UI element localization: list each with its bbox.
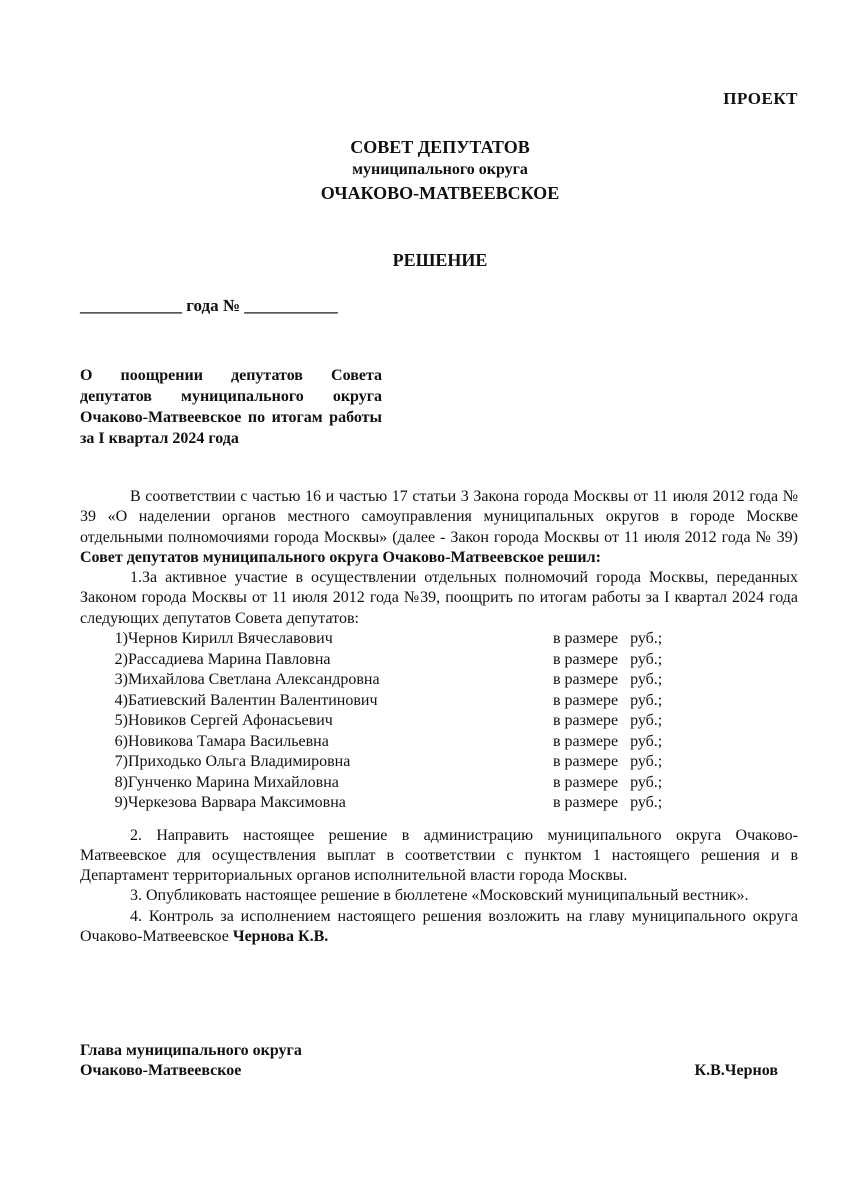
deputy-amount: в размере руб.;: [553, 650, 663, 668]
draft-stamp: ПРОЕКТ: [723, 89, 798, 108]
deputy-number: 5): [114, 712, 128, 730]
deputy-amount: в размере руб.;: [553, 630, 663, 648]
deputy-number: 2): [114, 650, 128, 668]
signature-title-line-2: Очаково-Матвеевское: [80, 1062, 242, 1079]
deputy-row: [80, 711, 798, 732]
deputy-number: 4): [114, 691, 128, 709]
deputy-row: [80, 629, 798, 650]
item-4-responsible: Чернова К.В.: [232, 928, 329, 946]
deputy-name: Черкезова Варвара Максимовна: [128, 794, 346, 812]
deputy-amount: в размере руб.;: [553, 773, 663, 791]
deputy-number: 6): [114, 732, 128, 750]
deputy-amount: в размере руб.;: [553, 691, 663, 709]
signature-block: [80, 1041, 778, 1081]
deputy-amount: в размере руб.;: [553, 732, 663, 750]
item-2-paragraph: 2. Направить настоящее решение в администрацию муниципального округа Очаково-Матвеевское для осуществления выплат в соответствии с пунктом 1 настоящего решения и в Департамент территориальных органов исполнительной власти города Москвы.: [80, 826, 798, 885]
item-1-paragraph: 1.За активное участие в осуществлении отдельных полномочий города Москвы, переданных Законом города Москвы от 11 июля 2012 года №39, поощрить по итогам работы за I квартал 2024 года следующих депутатов Совета депутатов:: [80, 569, 798, 627]
deputy-row: [80, 732, 798, 753]
item-4-paragraph: [80, 907, 798, 948]
item-3-paragraph: 3. Опубликовать настоящее решение в бюллетене «Московский муниципальный вестник».: [130, 887, 749, 905]
deputy-number: 1): [114, 630, 128, 648]
deputy-name: Приходько Ольга Владимировна: [128, 753, 351, 771]
deputy-number: 3): [114, 671, 128, 689]
deputy-name: Чернов Кирилл Вячеславович: [128, 630, 333, 648]
header-district-label: муниципального округа: [352, 161, 528, 178]
preamble-text: В соответствии с частью 16 и частью 17 статьи 3 Закона города Москвы от 11 июля 2012 года № 39 «О наделении органов местного самоуправления муниципальных округов в городе Москве отдельными полномочиями города Москвы» (далее - Закон города Москвы от 11 июля 2012 года № 39): [80, 488, 798, 546]
header-council: СОВЕТ ДЕПУТАТОВ: [350, 137, 530, 157]
preamble-resolution: Совет депутатов муниципального округа Очаково-Матвеевское решил:: [80, 548, 601, 566]
deputy-number: 9): [114, 794, 128, 812]
deputy-amount: в размере руб.;: [553, 794, 663, 812]
deputy-amount: в размере руб.;: [553, 712, 663, 730]
deputy-name: Батиевский Валентин Валентинович: [128, 691, 378, 709]
deputy-name: Рассадиева Марина Павловна: [128, 650, 331, 668]
deputy-number: 8): [114, 773, 128, 791]
decision-title: РЕШЕНИЕ: [392, 250, 488, 270]
deputy-amount: в размере руб.;: [553, 671, 663, 689]
date-number-line: ____________ года № ___________: [80, 296, 338, 315]
deputy-row: [80, 773, 798, 794]
deputies-list: [80, 629, 798, 814]
deputy-row: [80, 650, 798, 671]
deputy-row: [80, 670, 798, 691]
deputy-number: 7): [114, 753, 128, 771]
deputy-name: Новиков Сергей Афонасьевич: [128, 712, 333, 730]
deputy-name: Новикова Тамара Васильевна: [128, 732, 329, 750]
deputy-row: [80, 752, 798, 773]
decision-subject: О поощрении депутатов Совета депутатов муниципального округа Очаково-Матвеевское по итогам работы за I квартал 2024 года: [80, 367, 382, 447]
signature-title-line-1: Глава муниципального округа: [80, 1042, 302, 1059]
signature-name: К.В.Чернов: [694, 1062, 778, 1079]
deputy-name: Гунченко Марина Михайловна: [128, 773, 339, 791]
document-header: [0, 135, 848, 205]
decision-body: [80, 487, 798, 947]
preamble-paragraph: [80, 487, 798, 568]
deputy-name: Михайлова Светлана Александровна: [128, 671, 380, 689]
deputy-row: [80, 691, 798, 712]
header-district-name: ОЧАКОВО-МАТВЕЕВСКОЕ: [320, 183, 560, 203]
deputy-amount: в размере руб.;: [553, 753, 663, 771]
item-4-text: 4. Контроль за исполнением настоящего решения возложить на главу муниципального округа Очаково-Матвеевское: [80, 907, 798, 946]
deputy-row: [80, 793, 798, 814]
